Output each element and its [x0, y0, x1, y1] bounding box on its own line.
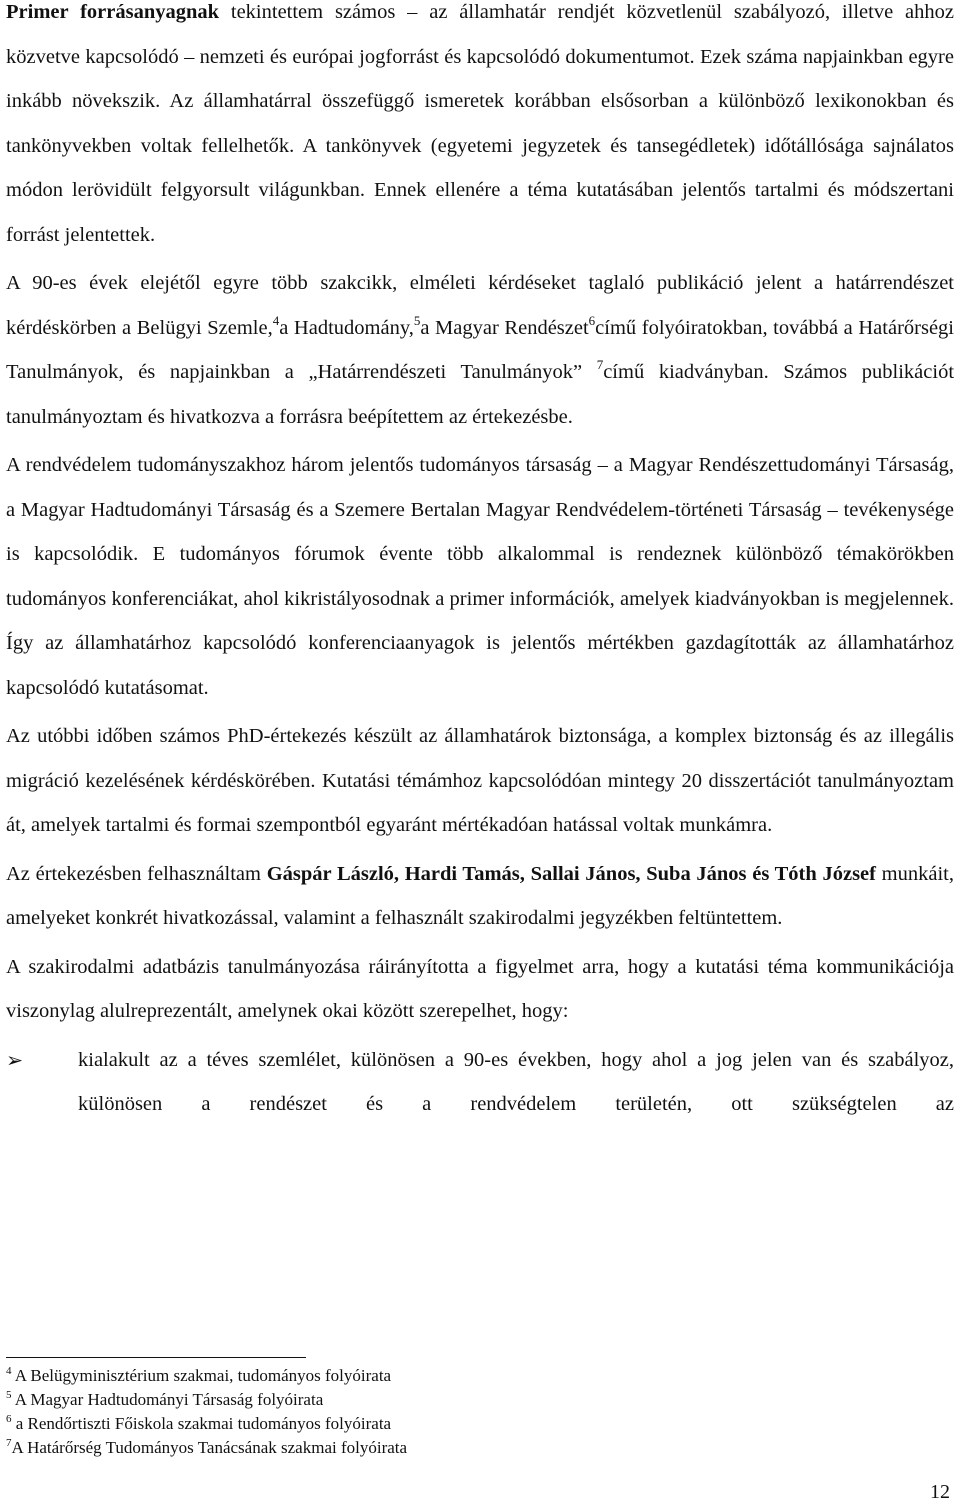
author-names: Gáspár László, Hardi Tamás, Sallai János, Suba János és Tóth József	[266, 862, 876, 885]
paragraph-authors	[6, 852, 954, 941]
paragraph-communication: A szakirodalmi adatbázis tanulmányozása ráirányította a figyelmet arra, hogy a kutatási téma kommunikációja viszonylag alulreprezentált, amelynek okai között szerepelhet, hogy:	[6, 955, 954, 1022]
footnote-separator	[6, 1357, 306, 1358]
paragraph-text: a Magyar Rendészet	[420, 316, 589, 339]
footnote-ref-4[interactable]: 4	[272, 312, 280, 328]
footnote-ref-6[interactable]: 6	[588, 312, 596, 328]
footnote-text: a Rendőrtiszti Főiskola szakmai tudományos folyóirata	[11, 1414, 392, 1433]
paragraph-phd-theses: Az utóbbi időben számos PhD-értekezés készült az államhatárok biztonsága, a komplex biztonság és az illegális migráció kezelésének kérdéskörében. Kutatási témámhoz kapcsolódóan mintegy 20 disszertációt tanulmányoztam át, amelyek tartalmi és formai szempontból egyaránt mértékadóan hatással voltak munkámra.	[6, 725, 954, 836]
page-number: 12	[930, 1481, 950, 1503]
paragraph-text: című kiadványban. Számos publikációt tanulmányoztam és hivatkozva a forrásra beépítettem az értekezésbe.	[6, 361, 955, 428]
footnote-number: 5	[6, 1389, 12, 1401]
paragraph-journals	[6, 261, 954, 439]
footnote-5	[6, 1388, 946, 1412]
footnotes	[6, 1364, 946, 1460]
paragraph-primary-sources	[6, 0, 954, 257]
footnote-text: A Belügyminisztérium szakmai, tudományos folyóirata	[11, 1366, 392, 1385]
paragraph-text: tekintettem számos – az államhatár rendjét közvetlenül szabályozó, illetve ahhoz közvetve kapcsolódó – nemzeti és európai jogforrást és kapcsolódó dokumentumot. Ezek száma napjainkban egyre inkább növekszik. Az államhatárral összefüggő ismeretek korábban elsősorban a különböző lexikonokban és tankönyvekben voltak fellelhetők. A tankönyvek (egyetemi jegyzetek és tansegédletek) időtállósága sajnálatos módon lerövidült felgyorsult világunkban. Ennek ellenére a téma kutatásában jelentős tartalmi és módszertani forrást jelentettek.	[6, 1, 954, 246]
arrow-bullet-icon: ➢	[6, 1047, 24, 1072]
footnote-number: 7	[6, 1437, 12, 1449]
paragraph-text: munkáit, amelyeket konkrét hivatkozással, valamint a felhasznált szakirodalmi jegyzékben feltüntettem.	[6, 862, 954, 929]
footnote-7	[6, 1436, 946, 1460]
footnote-number: 4	[6, 1365, 12, 1377]
bullet-text: kialakult az a téves szemlélet, különösen a 90-es években, hogy ahol a jog jelen van és szabályoz, különösen a rendészet és a rendvédelem területén, ott szükségtelen az	[78, 1048, 954, 1115]
paragraph-text: Az értekezésben felhasználtam	[6, 862, 267, 885]
footnote-4	[6, 1364, 946, 1388]
document-page	[6, 0, 954, 1127]
paragraph-societies: A rendvédelem tudományszakhoz három jelentős tudományos társaság – a Magyar Rendészettudományi Társaság, a Magyar Hadtudományi Társaság és a Szemere Bertalan Magyar Rendvédelem-történeti Társaság – tevékenysége is kapcsolódik. E tudományos fórumok évente több alkalommal is rendeznek különböző témakörökben tudományos konferenciákat, ahol kikristályosodnak a primer információk, amelyek kiadványokban is megjelennek. Így az államhatárhoz kapcsolódó konferenciaanyagok is jelentős mértékben gazdagították az államhatárhoz kapcsolódó kutatásomat.	[6, 454, 954, 699]
paragraph-text: A 90-es évek elejétől egyre több szakcikk, elméleti kérdéseket taglaló publikáció jelent a határrendészet kérdéskörben a Belügyi Szemle,	[6, 272, 954, 339]
footnote-number: 6	[6, 1413, 12, 1425]
footnote-ref-5[interactable]: 5	[413, 312, 421, 328]
footnote-text: A Magyar Hadtudományi Társaság folyóirata	[11, 1390, 324, 1409]
bullet-list-item	[6, 1038, 954, 1127]
paragraph-text: a Hadtudomány,	[279, 316, 414, 339]
lead-term: Primer forrásanyagnak	[6, 1, 220, 23]
footnote-ref-7[interactable]: 7	[596, 357, 604, 372]
footnote-text: A Határőrség Tudományos Tanácsának szakmai folyóirata	[11, 1438, 408, 1457]
paragraph-text: című folyóiratokban, továbbá a Határőrségi Tanulmányok, és napjainkban a „Határrendészeti Tanulmányok”	[6, 316, 955, 383]
footnote-6	[6, 1412, 946, 1436]
